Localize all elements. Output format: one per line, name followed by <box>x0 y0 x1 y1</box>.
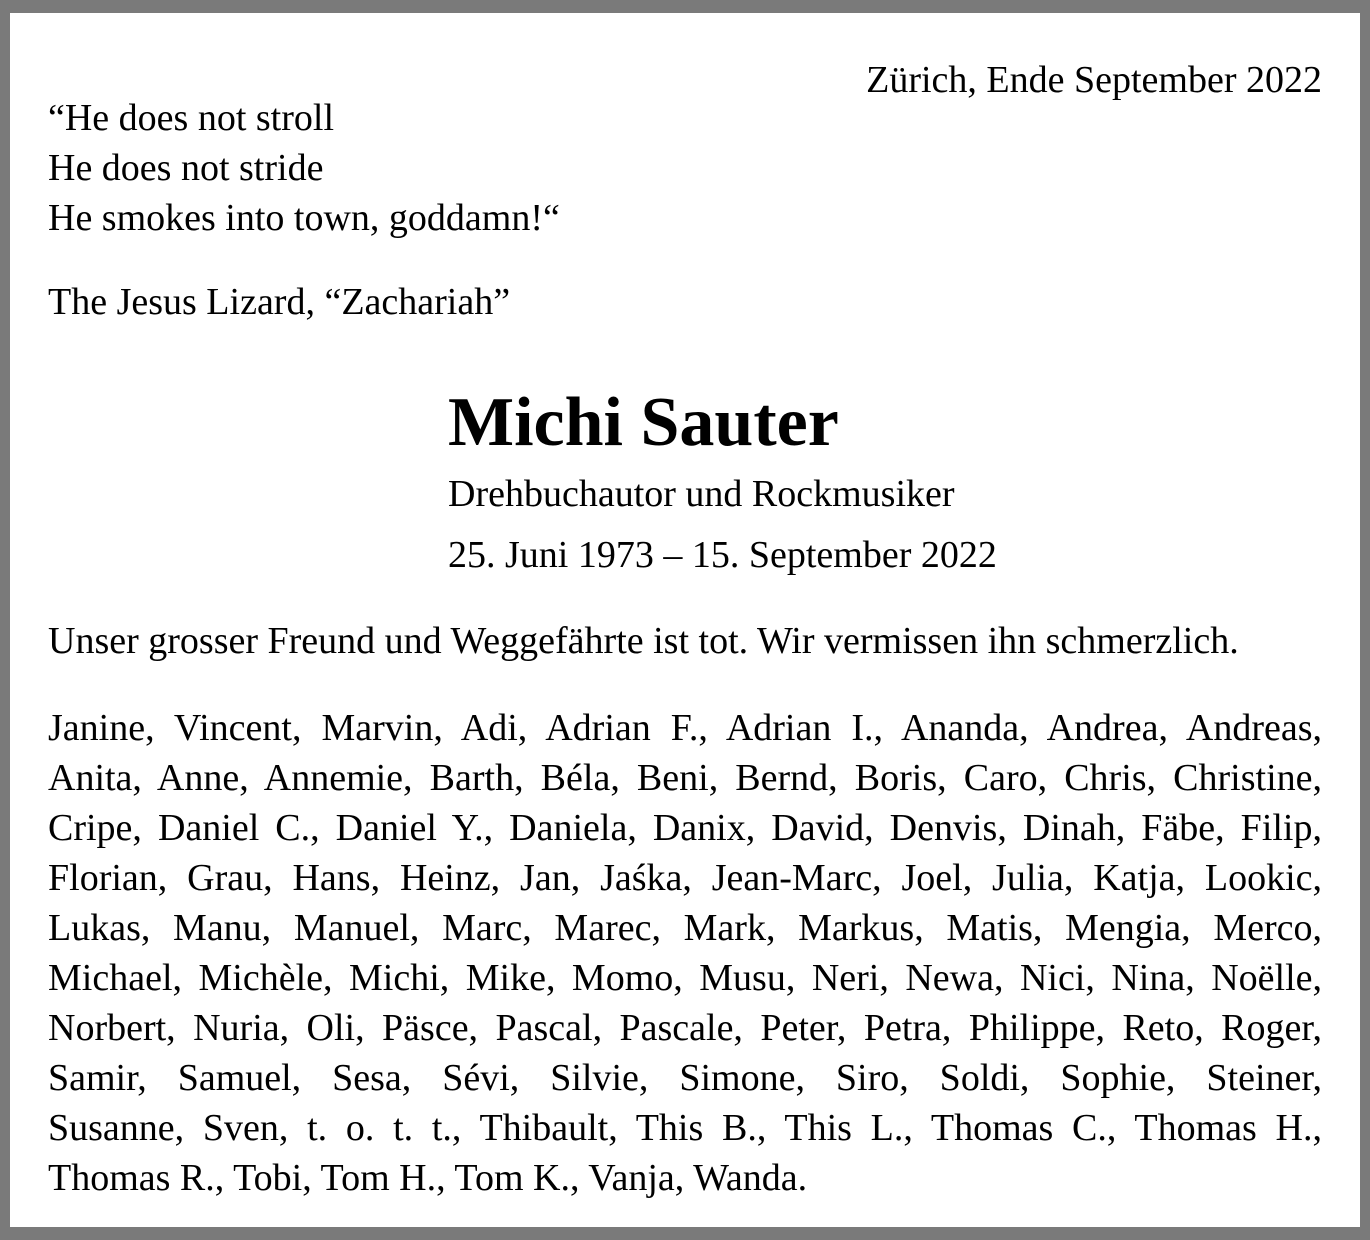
mourners-line: Cripe, Daniel C., Daniel Y., Daniela, Danix, David, Denvis, Dinah, Fäbe, Filip, <box>48 807 1322 849</box>
mourners-list <box>48 703 1322 1203</box>
quote-line: He smokes into town, goddamn!“ <box>48 197 560 239</box>
mourning-message: Unser grosser Freund und Weggefährte ist tot. Wir vermissen ihn schmerzlich. <box>48 620 1239 662</box>
quote-line: “He does not stroll <box>48 97 335 139</box>
mourners-line: Norbert, Nuria, Oli, Päsce, Pascal, Pascale, Peter, Petra, Philippe, Reto, Roger, <box>48 1007 1322 1049</box>
mourners-line: Lukas, Manu, Manuel, Marc, Marec, Mark, Markus, Matis, Mengia, Merco, <box>48 907 1322 949</box>
mourners-line: Florian, Grau, Hans, Heinz, Jan, Jaśka, Jean-Marc, Joel, Julia, Katja, Lookic, <box>48 857 1322 899</box>
obituary-notice <box>10 13 1360 1227</box>
mourners-line: Janine, Vincent, Marvin, Adi, Adrian F., Adrian I., Ananda, Andrea, Andreas, <box>48 707 1322 749</box>
place-date: Zürich, Ende September 2022 <box>866 59 1322 101</box>
mourners-line: Michael, Michèle, Michi, Mike, Momo, Musu, Neri, Newa, Nici, Nina, Noëlle, <box>48 957 1322 999</box>
life-dates: 25. Juni 1973 – 15. September 2022 <box>448 534 997 576</box>
mourners-line: Thomas R., Tobi, Tom H., Tom K., Vanja, Wanda. <box>48 1157 808 1199</box>
deceased-name: Michi Sauter <box>448 384 839 461</box>
mourners-line: Samir, Samuel, Sesa, Sévi, Silvie, Simone, Siro, Soldi, Sophie, Steiner, <box>48 1057 1322 1099</box>
quote-source: The Jesus Lizard, “Zachariah” <box>48 281 511 323</box>
epigraph-quote <box>48 93 560 243</box>
mourners-line: Anita, Anne, Annemie, Barth, Béla, Beni, Bernd, Boris, Caro, Chris, Christine, <box>48 757 1322 799</box>
deceased-profession: Drehbuchautor und Rockmusiker <box>448 473 955 515</box>
quote-line: He does not stride <box>48 147 324 189</box>
mourners-line: Susanne, Sven, t. o. t. t., Thibault, This B., This L., Thomas C., Thomas H., <box>48 1107 1322 1149</box>
